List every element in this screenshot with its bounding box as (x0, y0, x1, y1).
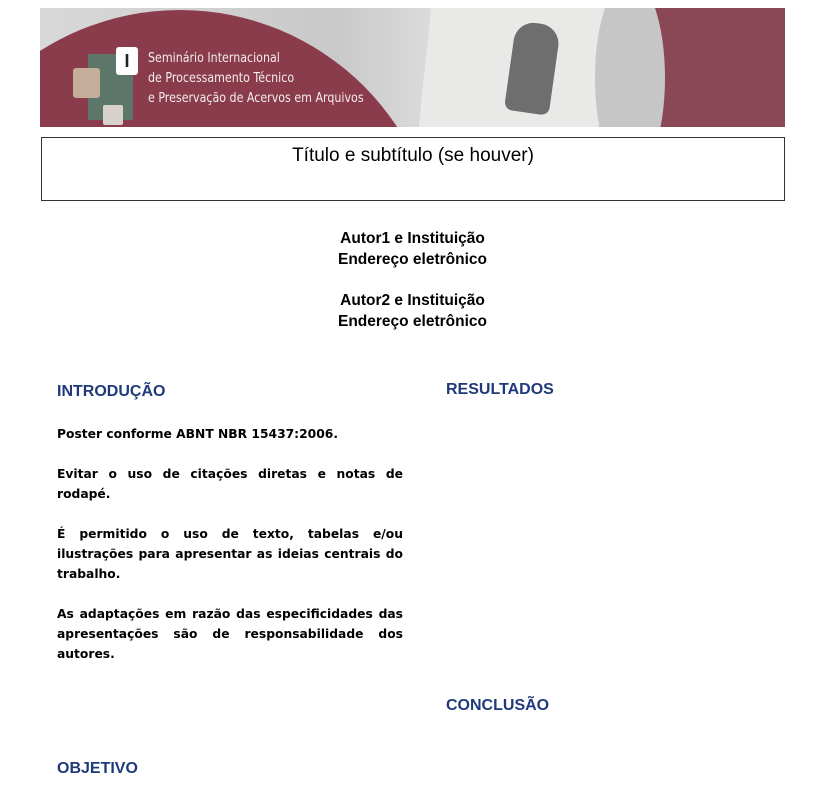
banner-title-line: de Processamento Técnico (148, 70, 295, 86)
logo-square-beige (73, 68, 100, 98)
author-2 (0, 290, 825, 332)
introducao-body (57, 424, 403, 684)
heading-resultados: RESULTADOS (446, 381, 554, 398)
event-banner (40, 8, 785, 127)
banner-title (148, 48, 364, 108)
paragraph: Poster conforme ABNT NBR 15437:2006. (57, 427, 338, 441)
heading-introducao: INTRODUÇÃO (57, 383, 166, 400)
author-1 (0, 228, 825, 270)
banner-title-line: Seminário Internacional (148, 50, 280, 66)
author-name: Autor1 e Instituição (340, 230, 485, 247)
paragraph: As adaptações em razão das especificidades das apresentações são de responsabilidade dos autores. (57, 607, 403, 661)
logo-square-light (103, 105, 123, 125)
title-box (41, 137, 785, 201)
heading-conclusao: CONCLUSÃO (446, 697, 550, 714)
banner-curve (595, 8, 665, 127)
logo-roman-numeral: I (116, 47, 138, 75)
heading-objetivo: OBJETIVO (57, 760, 138, 777)
banner-title-line: e Preservação de Acervos em Arquivos (148, 90, 364, 106)
paragraph: Evitar o uso de citações diretas e notas de rodapé. (57, 467, 403, 501)
poster-title: Título e subtítulo (se houver) (292, 145, 534, 166)
paragraph: É permitido o uso de texto, tabelas e/ou ilustrações para apresentar as ideias centrais do trabalho. (57, 527, 403, 581)
author-email: Endereço eletrônico (337, 313, 487, 330)
author-name: Autor2 e Instituição (340, 292, 485, 309)
author-email: Endereço eletrônico (337, 251, 487, 268)
